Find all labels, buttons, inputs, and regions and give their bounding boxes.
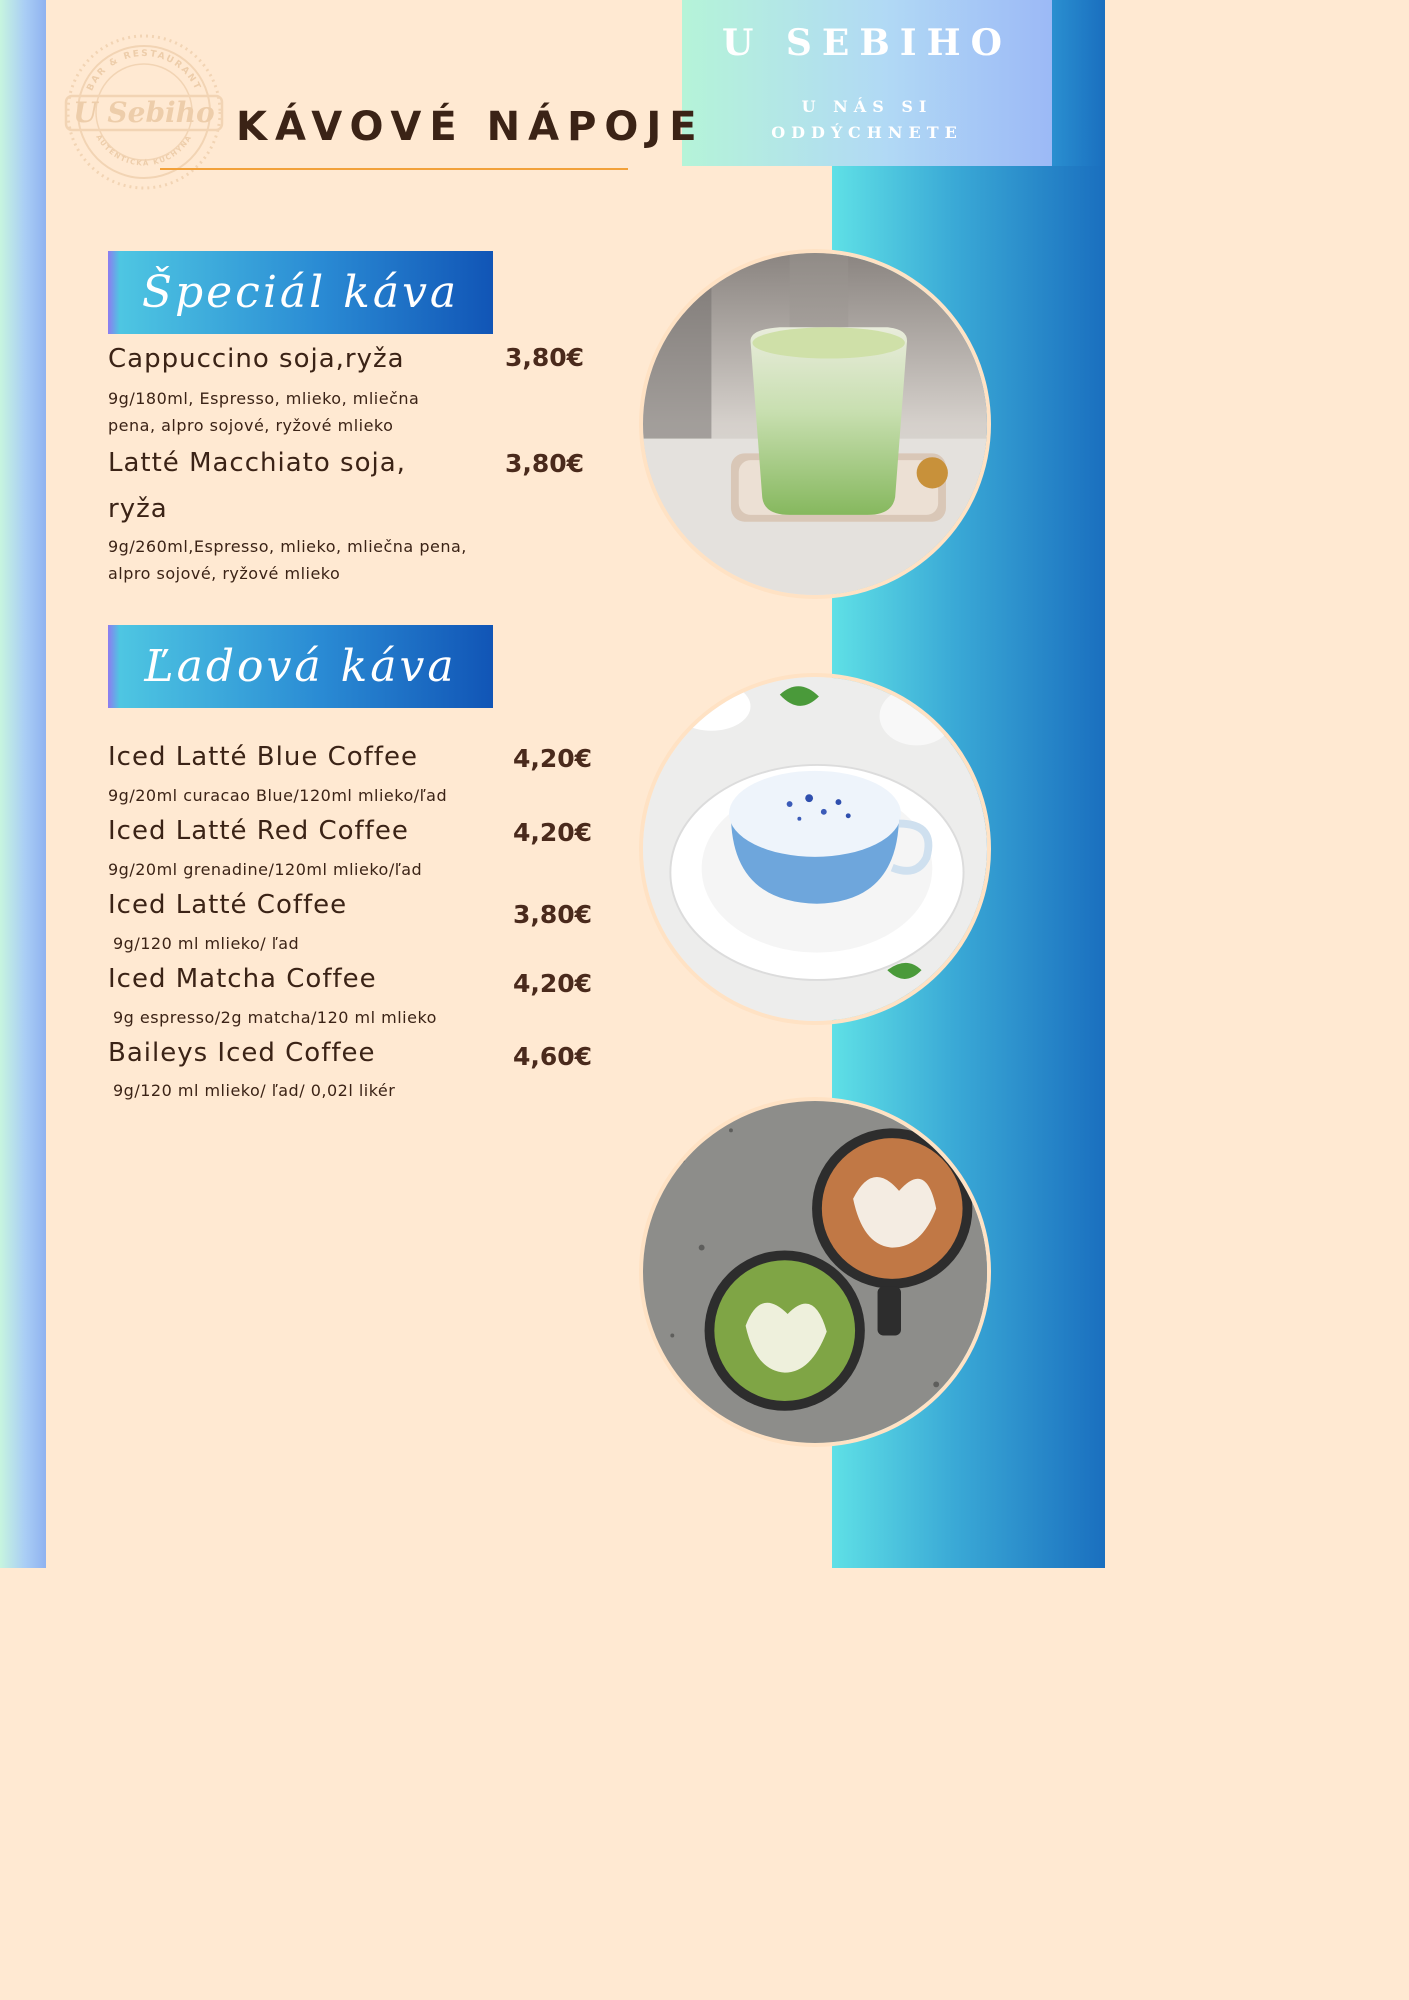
- desc-line: 9g/260ml,Espresso, mlieko, mliečna pena,: [108, 537, 467, 556]
- item-price-iced-red: 4,20€: [513, 818, 593, 847]
- item-desc-iced-matcha: 9g espresso/2g matcha/120 ml mlieko: [113, 1008, 437, 1027]
- brand-tagline: [682, 94, 1052, 146]
- photo-latte-art-cups: [639, 1097, 991, 1447]
- item-desc-iced-red: 9g/20ml grenadine/120ml mlieko/ľad: [108, 860, 423, 879]
- section-banner-iced: Ľadová káva: [108, 625, 493, 708]
- photo-blue-latte: [639, 673, 991, 1025]
- brand-box: [682, 0, 1052, 166]
- desc-line: pena, alpro sojové, ryžové mlieko: [108, 416, 394, 435]
- item-desc-latte-macchiato: [108, 533, 467, 587]
- svg-text:BAR & RESTAURANT: BAR & RESTAURANT: [85, 48, 203, 93]
- svg-text:U Sebiho: U Sebiho: [73, 96, 215, 129]
- page-title: KÁVOVÉ NÁPOJE: [236, 104, 705, 150]
- item-name-iced-matcha: Iced Matcha Coffee: [108, 964, 377, 994]
- top-right-gradient: [1052, 0, 1105, 166]
- item-price-iced-matcha: 4,20€: [513, 969, 593, 998]
- item-price-latte-macchiato: 3,80€: [505, 449, 585, 478]
- item-desc-baileys: 9g/120 ml mlieko/ ľad/ 0,02l likér: [113, 1081, 396, 1100]
- item-name-iced-blue: Iced Latté Blue Coffee: [108, 742, 418, 772]
- brand-name: U SEBIHO: [721, 22, 1012, 64]
- svg-text:AUTENTICKÁ KUCHYŇA: AUTENTICKÁ KUCHYŇA: [94, 133, 194, 168]
- item-name-latte-macchiato-line1: Latté Macchiato soja,: [108, 448, 406, 478]
- item-price-baileys: 4,60€: [513, 1042, 593, 1071]
- title-underline: [160, 168, 628, 170]
- item-name-iced-red: Iced Latté Red Coffee: [108, 816, 409, 846]
- item-desc-cappuccino: [108, 385, 419, 439]
- item-desc-iced-blue: 9g/20ml curacao Blue/120ml mlieko/ľad: [108, 786, 448, 805]
- brand-tagline-line2: ODDÝCHNETE: [771, 123, 963, 142]
- item-name-latte-macchiato-line2: ryža: [108, 494, 168, 524]
- desc-line: 9g/180ml, Espresso, mlieko, mliečna: [108, 389, 420, 408]
- left-gradient-strip: [0, 0, 46, 1568]
- item-price-cappuccino: 3,80€: [505, 343, 585, 372]
- brand-tagline-line1: U NÁS SI: [801, 97, 933, 116]
- desc-line: alpro sojové, ryžové mlieko: [108, 564, 341, 583]
- item-price-iced-blue: 4,20€: [513, 744, 593, 773]
- item-desc-iced-latte: 9g/120 ml mlieko/ ľad: [113, 934, 300, 953]
- section-banner-special: Špeciál káva: [108, 251, 493, 334]
- item-name-iced-latte: Iced Latté Coffee: [108, 890, 348, 920]
- item-price-iced-latte: 3,80€: [513, 900, 593, 929]
- photo-matcha-latte: [639, 249, 991, 599]
- item-name-cappuccino: Cappuccino soja,ryža: [108, 344, 405, 374]
- item-name-baileys: Baileys Iced Coffee: [108, 1038, 376, 1068]
